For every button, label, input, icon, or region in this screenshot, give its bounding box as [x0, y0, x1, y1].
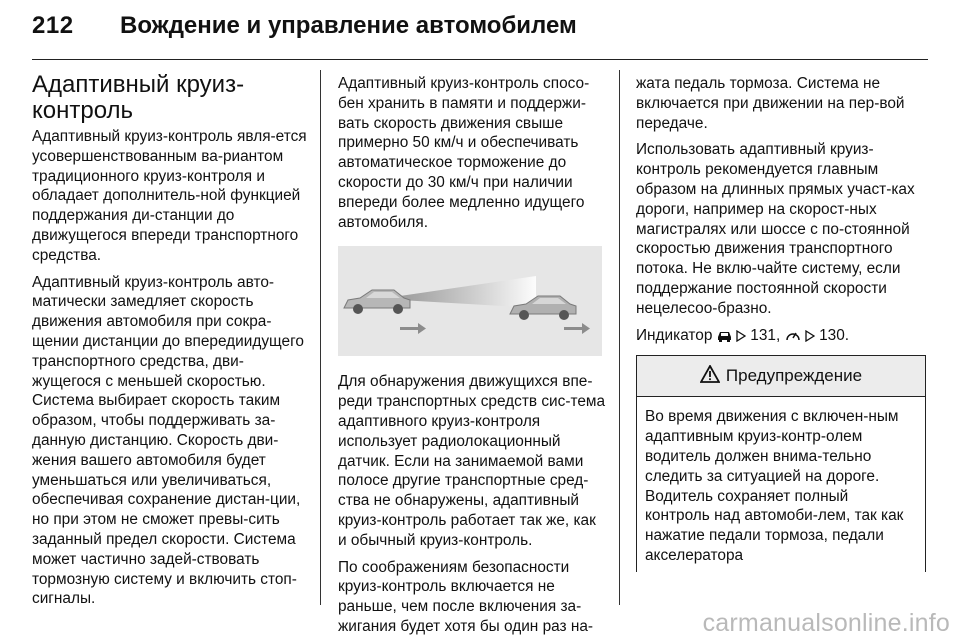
warning-body: Во время движения с включен-ным адаптивным круиз-контр-олем водитель должен внима-тельно следить за ситуацией на дороге. Водитель сохраняет полный контроль над автомоби-лем, так как нажатие педали тормоза, педали акселератора [645, 408, 904, 564]
paragraph: Для обнаружения движущихся впе-реди транспортных средств сис-тема адаптивного круиз-контроля использует радиолокационный датчик. Если на занимаемой вами полосе другие транспортные сред-ства не обнаружены, адаптивный круиз-контроль работает так же, как и обычный круиз-контроль. [338, 373, 606, 549]
page-header [32, 10, 928, 50]
paragraph: Адаптивный круиз-контроль авто-матически замедляет скорость движения автомобиля при сокра-щении дистанции до впередиидущего транспортного средства, дви-жущегося с меньшей скоростью. Система выбирает скорость таким образом, чтобы поддерживать за-данную дистанцию. Скорость дви-жения вашего автомобиля будет уменьшаться или увеличиваться, обеспечивая сохранение дистан-ции, но при этом не сможет превы-сить заданный предел скорости. Система может частично задей-ствовать тормозную систему и включить стоп-сигналы. [32, 273, 304, 608]
paragraph: жата педаль тормоза. Система не включается при движении на пер-вой передаче. [636, 75, 905, 132]
page-reference[interactable]: 130. [819, 326, 850, 344]
page-ref-arrow-icon [736, 328, 746, 348]
paragraph: Адаптивный круиз-контроль явля-ется усовершенствованным ва-риантом традиционного круиз-контроля и обладает дополнитель-ной функцией поддержания ди-станции до движущегося впереди транспортного средства. [32, 128, 307, 264]
column-2 [338, 74, 606, 644]
watermark: carmanualsonline.info [702, 609, 950, 637]
paragraph: Использовать адаптивный круиз-контроль рекомендуется главным образом на длинных прямых участ-ках дороги, например на скорост-ных магистралях или шоссе с по-стоянной скоростью движения транспортного потока. Не вклю-чайте систему, если поддержание постоянной скорости нецелесоо-бразно. [636, 141, 915, 317]
indicator-label: Индикатор [636, 326, 713, 344]
header-rule [32, 59, 928, 60]
column-divider [619, 70, 620, 605]
radar-illustration [338, 246, 602, 356]
section-title: Адаптивный круиз-контроль [32, 71, 245, 124]
warning-box [636, 355, 926, 571]
chapter-title: Вождение и управление автомобилем [120, 12, 577, 39]
cruise-control-indicator-icon [785, 328, 801, 348]
column-3 [636, 74, 926, 572]
radar-illustration-svg [338, 246, 602, 356]
column-divider [320, 70, 321, 605]
page-reference[interactable]: 131, [750, 326, 781, 344]
warning-header [637, 356, 925, 397]
car-indicator-icon [717, 328, 732, 348]
paragraph: По соображениям безопасности круиз-контроль включается не раньше, чем после включения за-жигания будет хотя бы один раз на- [338, 558, 594, 635]
paragraph: Адаптивный круиз-контроль спосо-бен хранить в памяти и поддержи-вать скорость движения свыше примерно 50 км/ч и обеспечивать автоматическое торможение до скорости до 30 км/ч при наличии впереди более медленно идущего автомобиля. [338, 75, 590, 231]
warning-title: Предупреждение [725, 366, 863, 386]
warning-triangle-icon [700, 365, 720, 388]
page-ref-arrow-icon [805, 328, 815, 348]
column-1 [32, 72, 312, 616]
page-number: 212 [32, 12, 74, 39]
indicator-line [636, 326, 926, 348]
